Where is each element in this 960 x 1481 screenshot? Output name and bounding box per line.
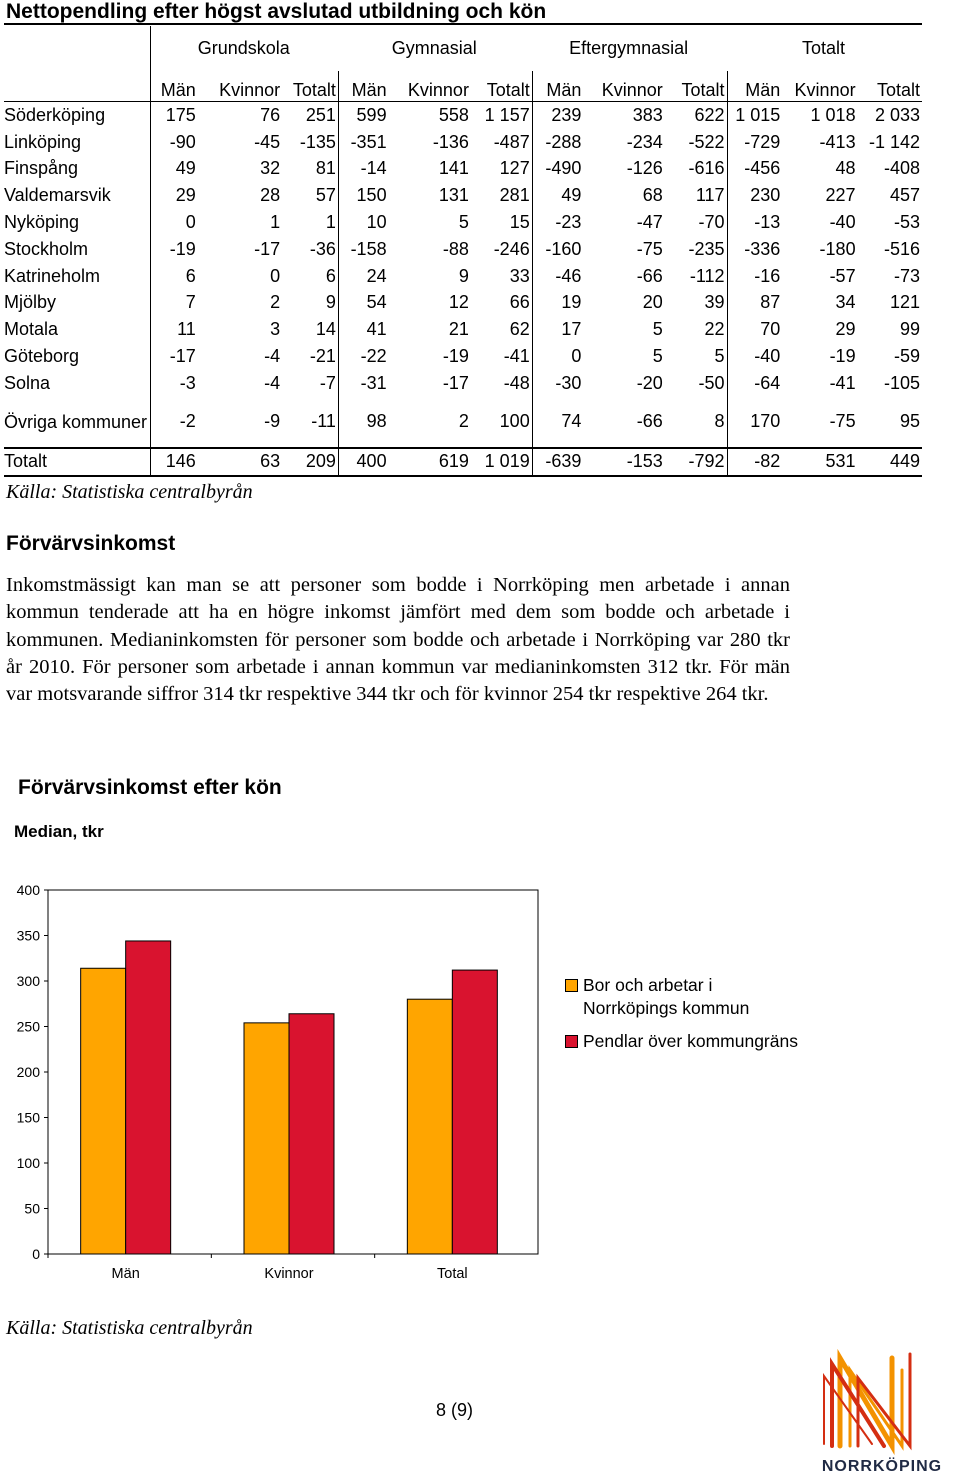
table-cell: 28	[260, 185, 281, 206]
table-cell: 9	[282, 290, 338, 317]
row-label: Mjölby	[4, 290, 151, 317]
table-cell: -13	[754, 212, 781, 233]
legend-item-pendlar	[565, 1030, 803, 1053]
bar-pendlar-0	[126, 941, 171, 1254]
column-header: Totalt	[665, 71, 727, 102]
table-cell: -135	[282, 129, 338, 156]
table-cell: -22	[360, 346, 387, 367]
total-row	[4, 448, 922, 476]
section-heading: Förvärvsinkomst	[6, 532, 176, 555]
x-tick-label: Kvinnor	[264, 1266, 314, 1282]
table-cell: 619	[389, 448, 471, 476]
column-header: Kvinnor	[583, 71, 664, 102]
table-cell: -70	[665, 209, 727, 236]
table-cell: -3	[179, 372, 196, 393]
table-cell: 48	[835, 158, 856, 179]
table-cell: 19	[561, 292, 582, 313]
table-cell: 57	[282, 182, 338, 209]
table-cell: -17	[254, 238, 281, 259]
body-paragraph: Inkomstmässigt kan man se att personer som bodde i Norrköping men arbetade i annan kommun tenderade att ha en högre inkomst jämfört med dem som bodde och arbetade i kommunen. Medianinkomsten för personer som bodde och arbetade i Norrköping var 280 tkr år 2010. För personer som arbetade i annan kommun var medianinkomsten 312 tkr. För män var motsvarande siffror 314 tkr respektive 344 tkr och för kvinnor 254 tkr respektive 264 tkr.	[6, 574, 790, 706]
bar-pendlar-2	[452, 970, 497, 1254]
table-cell: -351	[350, 131, 387, 152]
table-cell: 12	[448, 292, 469, 313]
table-cell: 3	[270, 319, 281, 340]
table-cell: 175	[165, 104, 196, 125]
table-cell: 121	[889, 292, 920, 313]
column-header: Män	[727, 71, 782, 102]
table-cell: -36	[282, 236, 338, 263]
legend-swatch	[565, 1035, 578, 1048]
chart-ylabel: Median, tkr	[14, 822, 104, 841]
chart-title: Förvärvsinkomst efter kön	[18, 776, 282, 799]
table-row	[4, 263, 922, 290]
table-cell: -75	[829, 411, 856, 432]
table-cell: -57	[829, 265, 856, 286]
column-header: Män	[338, 71, 388, 102]
table-cell: 29	[175, 185, 196, 206]
x-tick-label: Total	[437, 1266, 468, 1282]
table-cell: -616	[665, 156, 727, 183]
corner-cell	[4, 71, 151, 102]
column-header: Kvinnor	[782, 71, 857, 102]
table-cell: -41	[471, 343, 532, 370]
page-number: 8 (9)	[436, 1400, 474, 1420]
table-cell: 17	[561, 319, 582, 340]
table-cell: -792	[665, 448, 727, 476]
table-cell: 230	[750, 185, 781, 206]
table-cell: -235	[665, 236, 727, 263]
commuting-table	[4, 26, 922, 477]
table-cell: -639	[532, 448, 583, 476]
table-row	[4, 370, 922, 397]
table-cell: -23	[555, 212, 582, 233]
table-cell: 599	[356, 104, 387, 125]
bar-bor-1	[244, 1023, 289, 1254]
y-tick-label: 300	[16, 973, 40, 989]
table-cell: 62	[471, 316, 532, 343]
row-label: Övriga kommuner	[4, 397, 151, 448]
table-cell: 49	[561, 185, 582, 206]
table-cell: -126	[626, 158, 663, 179]
column-header: Kvinnor	[198, 71, 282, 102]
table-cell: -48	[471, 370, 532, 397]
table-row	[4, 182, 922, 209]
table-cell: 39	[665, 290, 727, 317]
table-cell: -21	[282, 343, 338, 370]
table-cell: 0	[185, 212, 196, 233]
table-cell: 20	[642, 292, 663, 313]
group-header: Gymnasial	[391, 38, 477, 58]
table-cell: -158	[350, 238, 387, 259]
y-tick-label: 200	[16, 1064, 40, 1080]
table-row	[4, 129, 922, 156]
table-cell: 622	[665, 102, 727, 129]
table-cell: 209	[282, 448, 338, 476]
y-tick-label: 100	[16, 1155, 40, 1171]
table-cell: -73	[893, 265, 920, 286]
table-cell: -31	[360, 372, 387, 393]
group-header: Grundskola	[197, 38, 290, 58]
table-cell: -88	[442, 238, 469, 259]
table-cell: 34	[835, 292, 856, 313]
table-cell: 558	[438, 104, 469, 125]
table-cell: 95	[899, 411, 920, 432]
y-tick-label: 250	[16, 1018, 40, 1035]
table-cell: -16	[754, 265, 781, 286]
table-cell: 1 015	[735, 104, 781, 125]
y-tick-label: 50	[24, 1200, 40, 1217]
y-tick-label: 400	[16, 882, 40, 898]
table-cell: 127	[471, 156, 532, 183]
table-cell: -82	[727, 448, 782, 476]
table-cell: -19	[829, 346, 856, 367]
table-cell: 400	[338, 448, 388, 476]
table-cell: 281	[471, 182, 532, 209]
table-cell: -4	[264, 372, 281, 393]
table-cell: -408	[883, 158, 920, 179]
table-cell: 66	[471, 290, 532, 317]
table-cell: 239	[551, 104, 582, 125]
row-label: Motala	[4, 316, 151, 343]
table-cell: 11	[177, 319, 196, 340]
table-cell: -17	[169, 346, 196, 367]
table-cell: 6	[282, 263, 338, 290]
y-tick-label: 0	[32, 1246, 40, 1262]
table-cell: 146	[151, 448, 198, 476]
table-cell: 150	[356, 185, 387, 206]
logo-wordmark: NORRKÖPING	[821, 1458, 943, 1475]
table-row	[4, 397, 922, 448]
table-cell: 70	[760, 319, 781, 340]
table-cell: 76	[260, 104, 281, 125]
table-cell: 29	[835, 319, 856, 340]
table-cell: 251	[282, 102, 338, 129]
row-label: Stockholm	[4, 236, 151, 263]
table-cell: 99	[899, 319, 920, 340]
table-cell: -246	[471, 236, 532, 263]
table-cell: -19	[169, 238, 196, 259]
source-note: Källa: Statistiska centralbyrån	[6, 481, 253, 503]
table-cell: 141	[438, 158, 469, 179]
table-cell: -487	[471, 129, 532, 156]
table-cell: 0	[571, 346, 582, 367]
table-cell: 383	[632, 104, 663, 125]
column-header: Totalt	[471, 71, 532, 102]
table-cell: -11	[282, 397, 338, 448]
title-rule	[4, 23, 922, 25]
table-cell: 32	[260, 158, 281, 179]
table-cell: -516	[883, 238, 920, 259]
group-header: Totalt	[802, 38, 846, 58]
table-cell: -112	[665, 263, 727, 290]
y-tick-label: 350	[16, 927, 40, 944]
table-cell: -40	[754, 346, 781, 367]
table-cell: 24	[366, 265, 387, 286]
table-cell: -46	[555, 265, 582, 286]
column-header: Totalt	[282, 71, 338, 102]
row-label: Finspång	[4, 156, 151, 183]
table-cell: -17	[442, 372, 469, 393]
table-cell: 170	[750, 411, 781, 432]
table-cell: 5	[458, 212, 469, 233]
table-cell: -136	[432, 131, 469, 152]
table-cell: 98	[366, 411, 387, 432]
table-cell: -522	[665, 129, 727, 156]
table-row	[4, 102, 922, 129]
table-cell: -2	[179, 411, 196, 432]
column-header: Totalt	[858, 71, 922, 102]
table-cell: -490	[545, 158, 582, 179]
table-cell: -14	[360, 158, 387, 179]
table-cell: -45	[254, 131, 281, 152]
table-cell: 14	[282, 316, 338, 343]
table-cell: -288	[545, 131, 582, 152]
table-cell: 531	[782, 448, 857, 476]
bar-bor-0	[81, 968, 126, 1254]
table-cell: 1 019	[471, 448, 532, 476]
table-cell: 9	[458, 265, 469, 286]
page-title: Nettopendling efter högst avslutad utbildning och kön	[6, 0, 547, 23]
table-cell: 8	[665, 397, 727, 448]
row-label: Valdemarsvik	[4, 182, 151, 209]
table-cell: 117	[665, 182, 727, 209]
table-cell: 74	[561, 411, 582, 432]
bar-pendlar-1	[289, 1014, 334, 1254]
table-cell: -59	[893, 346, 920, 367]
table-cell: -7	[282, 370, 338, 397]
y-tick-label: 150	[16, 1109, 40, 1126]
table-cell: 68	[642, 185, 663, 206]
table-cell: 1 018	[810, 104, 856, 125]
table-cell: -9	[264, 411, 281, 432]
table-cell: -64	[754, 372, 781, 393]
row-label: Totalt	[4, 448, 151, 476]
table-cell: 49	[175, 158, 196, 179]
table-cell: -413	[819, 131, 856, 152]
table-cell: -234	[626, 131, 663, 152]
table-cell: -41	[829, 372, 856, 393]
table-cell: 54	[366, 292, 387, 313]
x-tick-label: Män	[111, 1266, 140, 1282]
table-cell: 1 157	[471, 102, 532, 129]
table-cell: 457	[889, 185, 920, 206]
bar-chart	[0, 870, 560, 1290]
table-cell: 2 033	[874, 104, 920, 125]
table-cell: -50	[665, 370, 727, 397]
table-cell: 81	[282, 156, 338, 183]
column-header: Kvinnor	[389, 71, 471, 102]
table-cell: -456	[744, 158, 781, 179]
table-cell: -4	[264, 346, 281, 367]
table-cell: 131	[438, 185, 469, 206]
table-cell: 449	[858, 448, 922, 476]
table-cell: -19	[442, 346, 469, 367]
table-cell: 1	[270, 212, 281, 233]
chart-legend	[565, 974, 803, 1063]
table-cell: 41	[366, 319, 387, 340]
table-cell: 5	[652, 319, 663, 340]
table-cell: 87	[760, 292, 781, 313]
table-cell: -729	[744, 131, 781, 152]
table-cell: -47	[636, 212, 663, 233]
table-cell: 22	[665, 316, 727, 343]
table-cell: 33	[471, 263, 532, 290]
table-cell: -53	[893, 212, 920, 233]
table-cell: -336	[744, 238, 781, 259]
table-cell: -20	[636, 372, 663, 393]
legend-label: Bor och arbetar i Norrköpings kommun	[583, 975, 750, 1018]
table-cell: 6	[185, 265, 196, 286]
row-label: Solna	[4, 370, 151, 397]
table-cell: 2	[270, 292, 281, 313]
bar-bor-2	[407, 999, 452, 1254]
row-label: Katrineholm	[4, 263, 151, 290]
table-row	[4, 156, 922, 183]
table-cell: -1 142	[868, 131, 920, 152]
column-header: Män	[532, 71, 583, 102]
table-row	[4, 343, 922, 370]
table-cell: -160	[545, 238, 582, 259]
table-row	[4, 316, 922, 343]
row-label: Göteborg	[4, 343, 151, 370]
legend-swatch	[565, 979, 578, 992]
table-row	[4, 209, 922, 236]
table-cell: 2	[458, 411, 469, 432]
table-cell: 227	[825, 185, 856, 206]
table-cell: 63	[198, 448, 282, 476]
table-cell: -30	[555, 372, 582, 393]
table-cell: -66	[636, 411, 663, 432]
table-cell: 100	[471, 397, 532, 448]
table-cell: -153	[583, 448, 664, 476]
row-label: Nyköping	[4, 209, 151, 236]
table-cell: 10	[366, 212, 387, 233]
row-label: Linköping	[4, 129, 151, 156]
table-cell: -90	[169, 131, 196, 152]
table-cell: -40	[829, 212, 856, 233]
table-row	[4, 236, 922, 263]
table-cell: 5	[665, 343, 727, 370]
norrkoping-logo	[812, 1348, 952, 1476]
row-label: Söderköping	[4, 102, 151, 129]
group-header: Eftergymnasial	[569, 38, 689, 58]
legend-item-bor	[565, 974, 803, 1020]
table-cell: 15	[471, 209, 532, 236]
source-note: Källa: Statistiska centralbyrån	[6, 1317, 253, 1339]
table-cell: 1	[282, 209, 338, 236]
legend-label: Pendlar över kommungräns	[583, 1031, 798, 1051]
table-cell: 7	[185, 292, 196, 313]
table-cell: 21	[448, 319, 469, 340]
table-cell: -75	[636, 238, 663, 259]
table-row	[4, 290, 922, 317]
table-cell: -105	[883, 372, 920, 393]
table-cell: -180	[819, 238, 856, 259]
corner-cell	[4, 26, 151, 71]
table-cell: 0	[270, 265, 281, 286]
column-header: Män	[151, 71, 198, 102]
table-cell: -66	[636, 265, 663, 286]
table-cell: 5	[652, 346, 663, 367]
